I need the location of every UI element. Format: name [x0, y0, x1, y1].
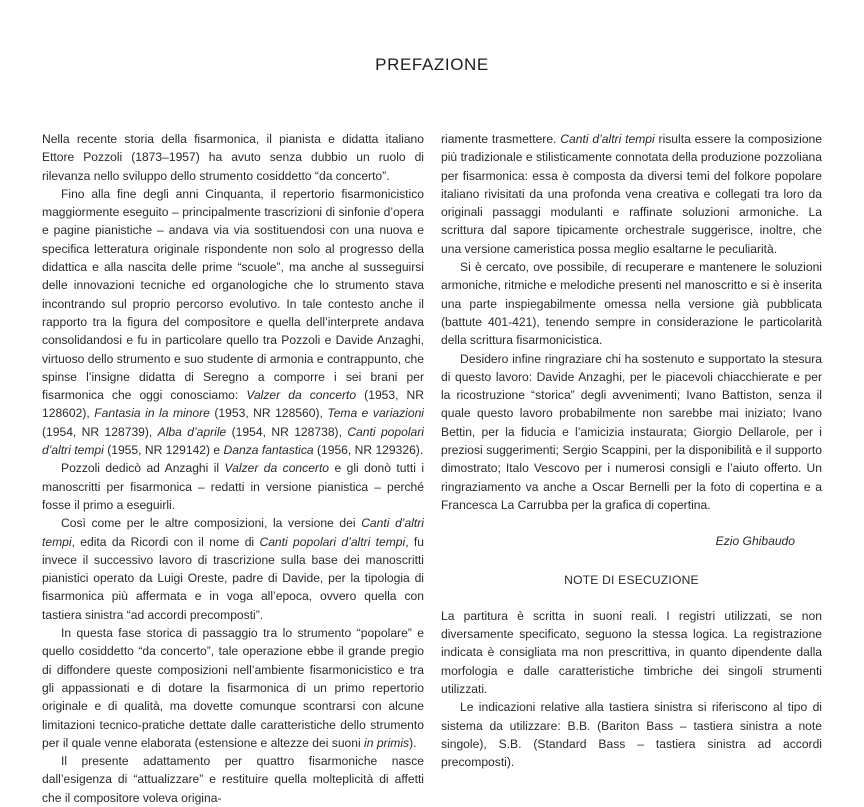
paragraph: Pozzoli dedicò ad Anzaghi il Valzer da concerto e gli donò tutti i manoscritti per fisarmonica – redatti in versione pianistica – perché fosse il primo a eseguirli.	[42, 461, 425, 512]
italic-title: Valzer da concerto	[246, 388, 357, 403]
italic-title: Fantasia in la minore	[94, 406, 210, 421]
paragraph: In questa fase storica di passaggio tra lo strumento “popolare” e quello cosiddetto “da concerto”, tale operazione ebbe il grande pregio di diffondere queste composizioni nell’ambiente fisarmonicistico e tra gli appassionati e di dotare la fisarmonica di un primo repertorio originale e di qualità, ma dovette comunque scontrarsi con alcune limitazioni tecnico-pratiche dettate dalle caratteristiche dello strumento per il quale venne elaborata (estensione e altezze dei suoni in primis).	[42, 626, 424, 750]
italic-title: Canti popolari d’altri tempi	[42, 424, 424, 458]
paragraph: Le indicazioni relative alla tastiera sinistra si riferiscono al tipo di sistema da utilizzare: B.B. (Bariton Bass – tastiera sinistra a note singole), S.B. (Standard Bass – tastiera sinistra ad accordi precomposti).	[441, 700, 822, 770]
left-column	[42, 130, 424, 807]
paragraph: Fino alla fine degli anni Cinquanta, il repertorio fisarmonicistico maggiormente eseguito – principalmente trascrizioni di sinfonie d’opera e pagine pianistiche – andava via via sostituendosi con una nuova e specifica letteratura originale rispondente non solo al progresso della didattica e alla nascita delle prime “scuole”, ma anche al susseguirsi delle innovazioni tecniche ed organologiche che lo strumento stava incontrando sul proprio percorso evolutivo. In tale contesto anche il rapporto tra la figura del compositore e quella dell’interprete andava consolidandosi e fu in particolare quello tra Pozzoli e Davide Anzaghi, virtuoso dello strumento e suo studente di armonia e contrappunto, che spinse l’insigne didatta di Seregno a comporre i sei brani per fisarmonica che oggi conosciamo: Valzer da concerto (1953, NR 128602), Fantasia in la minore (1953, NR 128560), Tema e variazioni (1954, NR 128739), Alba d’aprile (1954, NR 128738), Canti popolari d’altri tempi (1955, NR 129142) e Danza fantastica (1956, NR 129326).	[42, 186, 425, 458]
italic-title: Alba d’aprile	[157, 424, 227, 439]
italic-title: Valzer da concerto	[224, 461, 330, 476]
author-signature: Ezio Ghibaudo	[715, 534, 795, 549]
page-title: PREFAZIONE	[375, 55, 489, 74]
paragraph: La partitura è scritta in suoni reali. I registri utilizzati, se non diversamente specificato, seguono la stessa logica. La registrazione indicata è consigliata ma non prescrittiva, in quanto dipendente dalla morfologia e dalle caratteristiche timbriche dei singoli strumenti utilizzati.	[441, 608, 822, 697]
paragraph: Il presente adattamento per quattro fisarmoniche nasce dall’esigenza di “attualizzare” e restituire quella molteplicità di affetti che il compositore voleva origina-	[42, 754, 424, 805]
paragraph: Nella recente storia della fisarmonica, il pianista e didatta italiano Ettore Pozzoli (1873–1957) ha avuto senza dubbio un ruolo di rilevanza nello sviluppo dello strumento cosiddetto “da concerto”.	[42, 132, 424, 183]
section-heading: NOTE DI ESECUZIONE	[564, 572, 699, 587]
paragraph: Desidero infine ringraziare chi ha sostenuto e supportato la stesura di questo lavoro: Davide Anzaghi, per le piacevoli chiacchierate e per la ricostruzione “storica” degli avvenimenti; Ivano Battiston, senza il quale questo lavoro probabilmente non sarebbe mai iniziato; Ivano Bettin, per la fiducia e l’amicizia instaurata; Giorgio Dellarole, per i preziosi suggerimenti; Sergio Scappini, per la disponibilità e il supporto dimostrato; Italo Vescovo per i numerosi consigli e l’aiuto offerto. Un ringraziamento va anche a Oscar Bernelli per la foto di copertina e a Francesca La Carrubba per la grafica di copertina.	[441, 351, 822, 512]
italic-title: Canti popolari d’altri tempi	[259, 534, 406, 549]
right-column	[441, 130, 822, 772]
italic-title: Canti d’altri tempi	[42, 516, 424, 549]
paragraph: Così come per le altre composizioni, la versione dei Canti d’altri tempi, edita da Ricordi con il nome di Canti popolari d’altri tempi, fu invece il successivo lavoro di trascrizione sulla base dei manoscritti pianistici operato da Luigi Oreste, padre di Davide, per la tipologia di fisarmonica più affermata e in voga all’epoca, ovvero quella con tastiera sinistra “ad accordi precomposti”.	[42, 516, 424, 622]
paragraph: riamente trasmettere. Canti d’altri tempi risulta essere la composizione più tradizionale e stilisticamente connotata della produzione pozzoliana per fisarmonica: essa è composta da diversi temi del folkore popolare italiano rivisitati da una profonda vena creativa e collegati tra loro da originali passaggi modulanti e raffinate soluzioni armoniche. La scrittura dal sapore tipicamente orchestrale suggerisce, inoltre, che una versione cameristica possa meglio esaltarne le peculiarità.	[441, 132, 822, 256]
paragraph: Si è cercato, ove possibile, di recuperare e mantenere le soluzioni armoniche, ritmiche e melodiche presenti nel manoscritto e si è inserita una parte inspiegabilmente omessa nella versione già pubblicata (battute 401-421), tenendo sempre in considerazione le particolarità della scrittura fisarmonicistica.	[441, 260, 822, 348]
italic-title: Danza fantastica	[223, 443, 314, 458]
italic-title: Tema e variazioni	[327, 406, 424, 421]
italic-title: Canti d’altri tempi	[560, 132, 655, 146]
italic-title: in primis	[364, 735, 410, 750]
